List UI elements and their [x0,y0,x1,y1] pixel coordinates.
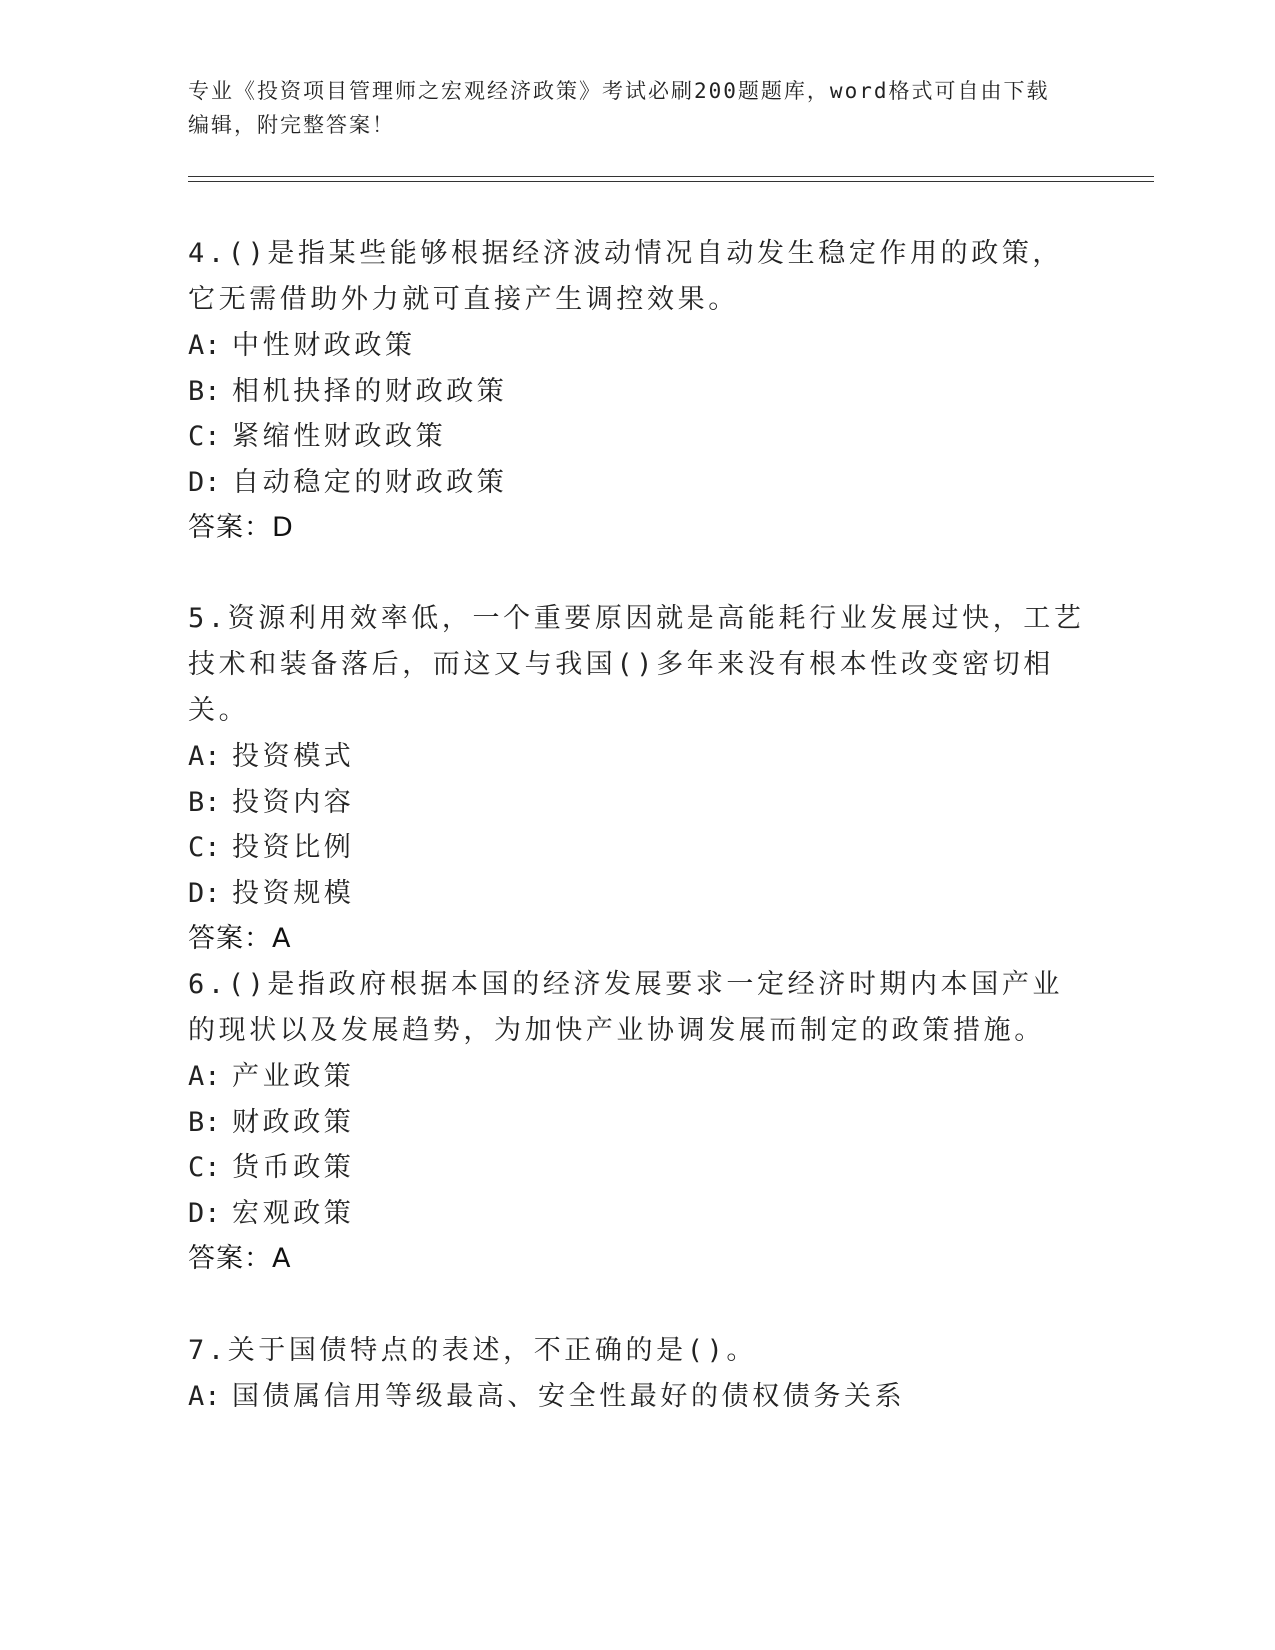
option-c [188,1145,1088,1191]
option-text: 自动稳定的财政政策 [232,466,508,498]
option-a [188,734,1088,780]
option-letter: C: [188,1152,221,1183]
option-letter: B: [188,1106,221,1138]
option-text: 中性财政政策 [232,330,416,361]
option-letter: D: [188,466,221,498]
option-text: 宏观政策 [232,1197,355,1229]
option-text: 投资规模 [232,877,355,909]
question-item [188,1328,1088,1420]
question-item [188,231,1088,551]
option-d [188,460,1088,506]
option-text: 投资模式 [232,741,355,772]
option-text: 投资比例 [232,832,355,863]
option-d [188,871,1088,917]
option-c [188,825,1088,871]
header-divider-top [188,176,1154,177]
option-text: 相机抉择的财政政策 [232,375,508,407]
answer-line: 答案：A [188,1243,292,1274]
option-d [188,1191,1088,1237]
option-text: 产业政策 [232,1061,355,1092]
option-a [188,323,1088,369]
answer-line: 答案：A [188,923,292,954]
option-b [188,369,1088,415]
question-text: 6.()是指政府根据本国的经济发展要求一定经济时期内本国产业的现状以及发展趋势，为加快产业协调发展而制定的政策措施。 [188,969,1064,1046]
option-letter: A: [188,1061,221,1092]
option-letter: C: [188,832,221,863]
option-a [188,1054,1088,1100]
option-letter: B: [188,786,221,818]
option-b [188,780,1088,826]
option-letter: B: [188,375,221,407]
option-text: 紧缩性财政政策 [232,421,447,452]
option-text: 投资内容 [232,786,355,818]
document-header-intro: 专业《投资项目管理师之宏观经济政策》考试必刷200题题库，word格式可自由下载编辑，附完整答案！ [188,79,1050,137]
option-a [188,1374,1088,1420]
option-letter: A: [188,741,221,772]
option-c [188,414,1088,460]
option-b [188,1100,1088,1146]
option-text: 财政政策 [232,1106,355,1138]
question-item [188,596,1088,962]
question-item [188,962,1088,1282]
question-text: 4.()是指某些能够根据经济波动情况自动发生稳定作用的政策，它无需借助外力就可直接产生调控效果。 [188,238,1064,315]
header-divider-bottom [188,181,1154,182]
option-letter: D: [188,877,221,909]
option-letter: C: [188,421,221,452]
question-text: 7.关于国债特点的表述，不正确的是()。 [188,1335,758,1366]
option-letter: A: [188,330,221,361]
question-text: 5.资源利用效率低，一个重要原因就是高能耗行业发展过快，工艺技术和装备落后，而这又与我国()多年来没有根本性改变密切相关。 [188,603,1085,726]
answer-line: 答案：D [188,512,294,543]
option-letter: D: [188,1197,221,1229]
option-text: 货币政策 [232,1152,355,1183]
option-text: 国债属信用等级最高、安全性最好的债权债务关系 [232,1381,906,1412]
option-letter: A: [188,1381,221,1412]
